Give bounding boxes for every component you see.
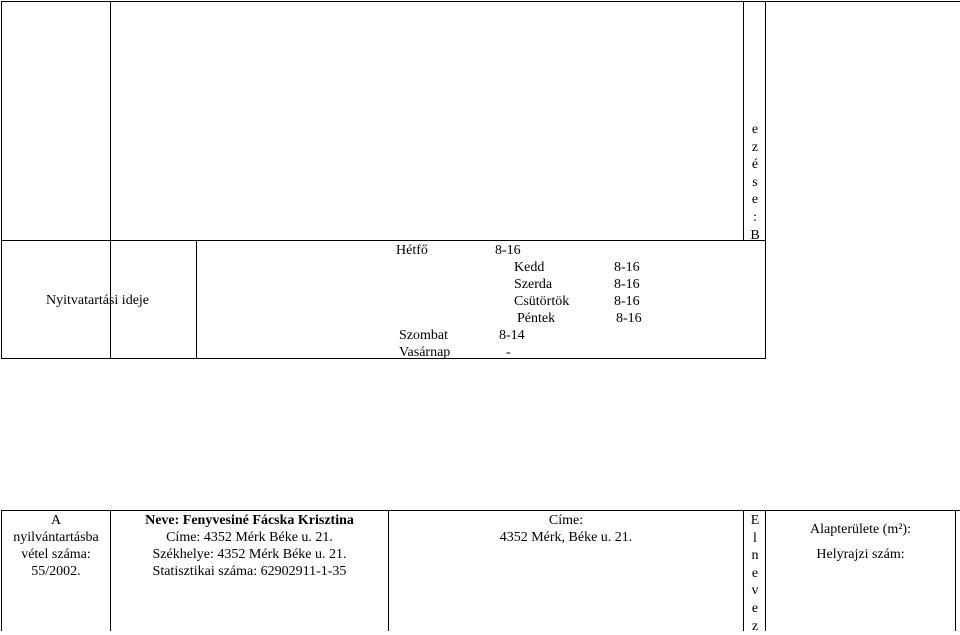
day-hours: 8-16 bbox=[614, 260, 640, 275]
day-label: Hétfő bbox=[396, 243, 428, 258]
site-address-label: Címe: bbox=[548, 513, 584, 528]
col-divider-2 bbox=[743, 1, 744, 240]
day-hours: 8-16 bbox=[495, 243, 521, 258]
top-border bbox=[1, 1, 960, 2]
registration-number: 55/2002. bbox=[31, 564, 81, 579]
vertical-text-bottom: E l n e v e z bbox=[750, 513, 760, 634]
row-line-1 bbox=[1, 240, 766, 241]
day-hours: 8-16 bbox=[614, 277, 640, 292]
day-label: Szerda bbox=[514, 277, 553, 292]
registration-line-1: A bbox=[50, 513, 62, 528]
bottom-col-3 bbox=[743, 510, 744, 631]
day-hours: - bbox=[506, 345, 511, 360]
bottom-table-top bbox=[1, 510, 960, 511]
bottom-right-border bbox=[955, 510, 956, 631]
floor-area-label: Alapterülete (m²): bbox=[810, 522, 911, 537]
day-label: Vasárnap bbox=[399, 345, 451, 360]
registration-line-3: vétel száma: bbox=[21, 547, 91, 562]
operator-name: Neve: Fenyvesiné Fácska Krisztina bbox=[145, 513, 354, 528]
row-line-2 bbox=[1, 358, 766, 359]
parcel-number-label: Helyrajzi szám: bbox=[816, 547, 905, 562]
day-label: Kedd bbox=[514, 260, 545, 275]
day-label: Péntek bbox=[517, 311, 556, 326]
left-border bbox=[1, 1, 2, 359]
day-hours: 8-14 bbox=[499, 328, 525, 343]
operator-seat: Székhelye: 4352 Mérk Béke u. 21. bbox=[152, 547, 347, 562]
day-hours: 8-16 bbox=[616, 311, 642, 326]
day-hours: 8-16 bbox=[614, 294, 640, 309]
inner-col-line bbox=[196, 240, 197, 359]
operator-address: Címe: 4352 Mérk Béke u. 21. bbox=[166, 530, 333, 545]
opening-hours-label: Nyitvatartási ideje bbox=[46, 293, 150, 308]
operator-stat-number: Statisztikai száma: 62902911-1-35 bbox=[152, 564, 347, 579]
registration-line-2: nyilvántartásba bbox=[13, 530, 99, 545]
site-address: 4352 Mérk, Béke u. 21. bbox=[499, 530, 633, 545]
right-col-line bbox=[765, 240, 766, 359]
vertical-text-top: e z é s e : B bbox=[750, 122, 760, 243]
col-divider-3 bbox=[765, 1, 766, 240]
day-label: Csütörtök bbox=[514, 294, 570, 309]
day-label: Szombat bbox=[399, 328, 448, 343]
